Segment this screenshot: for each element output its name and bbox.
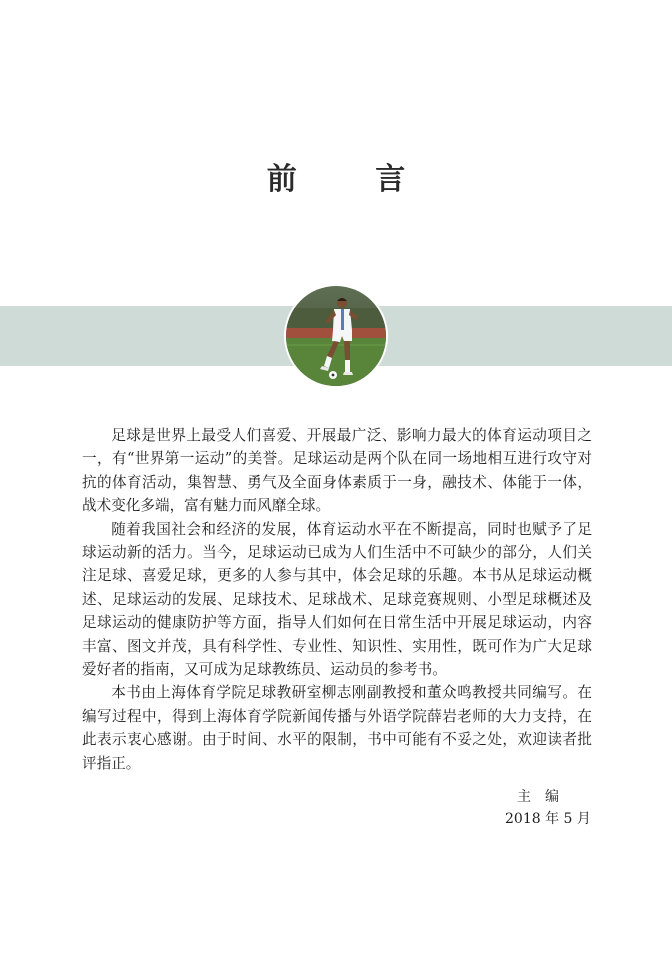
preface-paragraph: 足球是世界上最受人们喜爱、开展最广泛、影响力最大的体育运动项目之一，有“世界第一运动”的美誉。足球运动是两个队在同一场地相互进行攻守对抗的体育活动，集智慧、勇气及全面身体素质于一身，融技术、体能于一体，战术变化多端，富有魅力而风靡全球。 bbox=[82, 427, 592, 515]
soccer-player-illustration bbox=[286, 286, 386, 386]
signature-date: 2018 年 5 月 bbox=[505, 811, 591, 827]
soccer-player-photo bbox=[284, 284, 388, 388]
page-title: 前 言 bbox=[266, 162, 440, 197]
preface-body bbox=[82, 424, 592, 775]
preface-paragraph: 随着我国社会和经济的发展，体育运动水平在不断提高，同时也赋予了足球运动新的活力。当今，足球运动已成为人们生活中不可缺少的部分，人们关注足球、喜爱足球，更多的人参与其中，体会足球的乐趣。本书从足球运动概述、足球运动的发展、足球技术、足球战术、足球竞赛规则、小型足球概述及足球运动的健康防护等方面，指导人们如何在日常生活中开展足球运动，内容丰富、图文并茂，具有科学性、专业性、知识性、实用性，既可作为广大足球爱好者的指南，又可成为足球教练员、运动员的参考书。 bbox=[82, 520, 592, 679]
preface-paragraph: 本书由上海体育学院足球教研室柳志刚副教授和董众鸣教授共同编写。在编写过程中，得到上海体育学院新闻传播与外语学院薛岩老师的大力支持，在此表示衷心感谢。由于时间、水平的限制，书中可能有不妥之处，欢迎读者批评指正。 bbox=[82, 684, 592, 772]
signature-role: 主编 bbox=[517, 789, 573, 805]
